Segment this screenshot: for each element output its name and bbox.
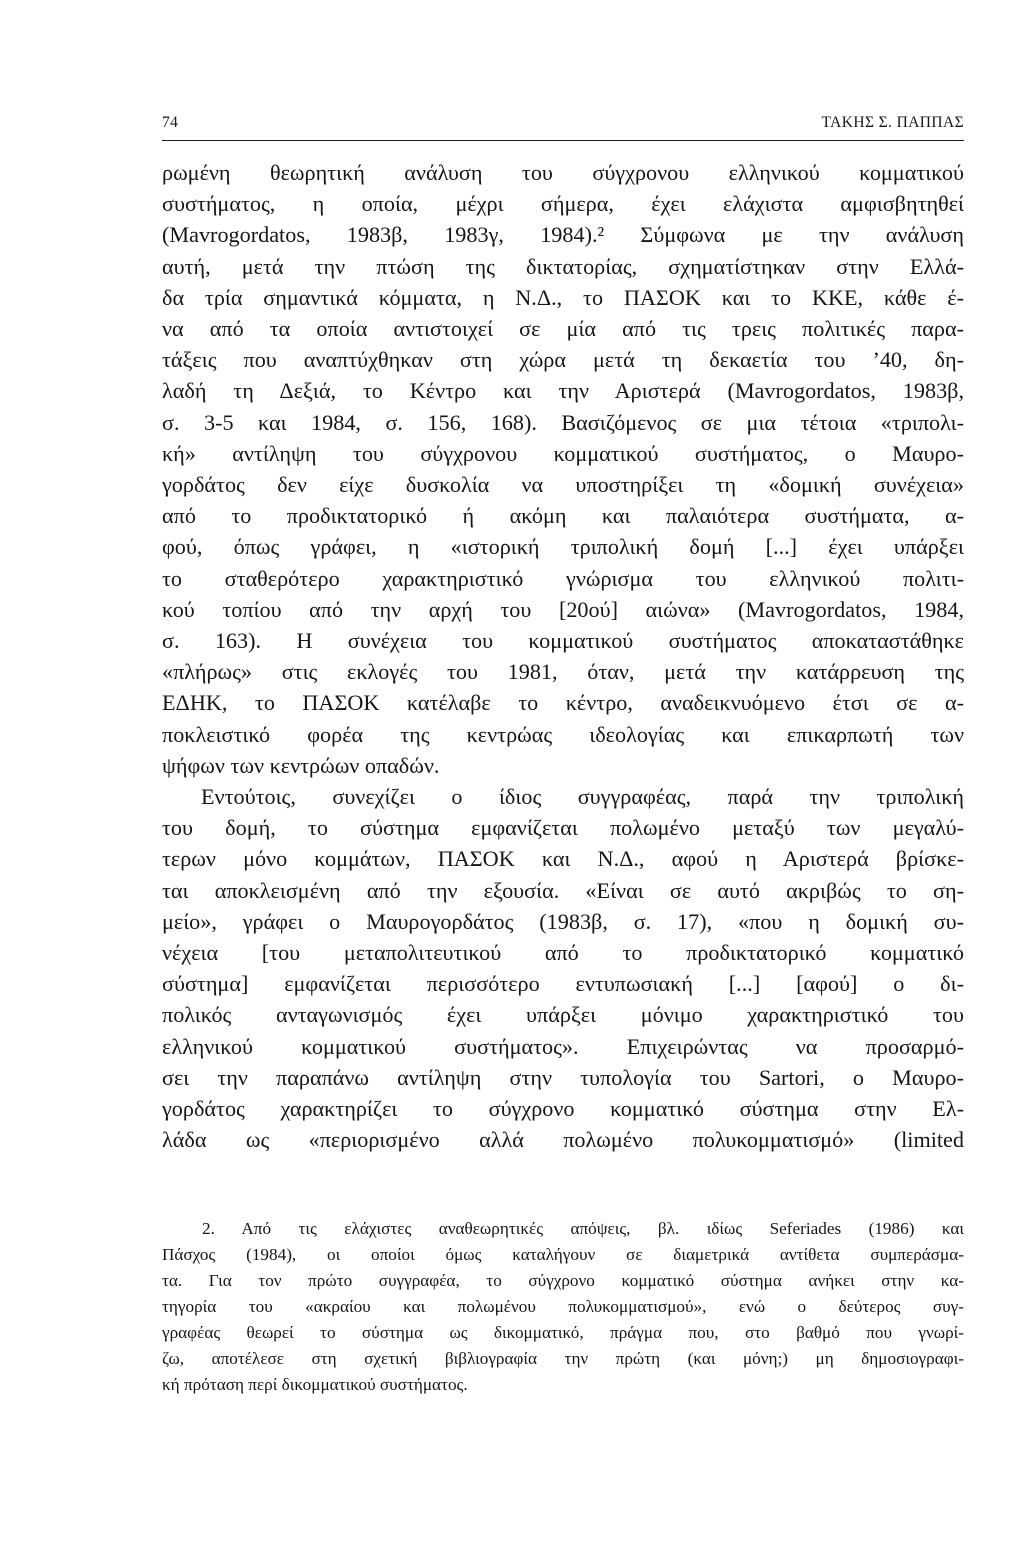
- footnote: [162, 1216, 964, 1398]
- footnote-line: γραφέας θεωρεί το σύστημα ως δικομματικό, πράγμα που, στο βαθμό που γνωρί-: [162, 1323, 964, 1342]
- footnote-line: τα. Για τον πρώτο συγγραφέα, το σύγχρονο κομματικό σύστημα ανήκει στην κα-: [162, 1271, 964, 1290]
- text-line: Εντούτοις, συνεχίζει ο ίδιος συγγραφέας, παρά την τριπολική: [201, 784, 964, 810]
- text-line: να από τα οποία αντιστοιχεί σε μία από τις τρεις πολιτικές παρα-: [162, 316, 964, 342]
- text-line: φού, όπως γράφει, η «ιστορική τριπολική δομή [...] έχει υπάρξει: [162, 534, 964, 560]
- text-line: κή» αντίληψη του σύγχρονου κομματικού συστήματος, ο Μαυρο-: [162, 440, 964, 466]
- text-line: σ. 163). Η συνέχεια του κομματικού συστήματος αποκαταστάθηκε: [162, 628, 964, 654]
- text-line: ποκλειστικό φορέα της κεντρώας ιδεολογίας και επικαρπωτή των: [162, 721, 964, 747]
- text-line: (Mavrogordatos, 1983β, 1983γ, 1984).² Σύμφωνα με την ανάλυση: [162, 222, 964, 248]
- body-text: [162, 157, 964, 1156]
- text-line: σ. 3-5 και 1984, σ. 156, 168). Βασιζόμενος σε μια τέτοια «τριπολι-: [162, 409, 964, 435]
- page-header: [162, 106, 964, 141]
- text-line: ελληνικού κομματικού συστήματος». Επιχειρώντας να προσαρμό-: [162, 1033, 964, 1059]
- text-line: του δομή, το σύστημα εμφανίζεται πολωμένο μεταξύ των μεγαλύ-: [162, 815, 964, 841]
- text-line: αυτή, μετά την πτώση της δικτατορίας, σχηματίστηκαν στην Ελλά-: [162, 253, 964, 279]
- footnote-line: τηγορία του «ακραίου και πολωμένου πολυκομματισμού», ενώ ο δεύτερος συγ-: [162, 1297, 964, 1316]
- text-line: ται αποκλεισμένη από την εξουσία. «Είναι σε αυτό ακριβώς το ση-: [162, 877, 964, 903]
- footnote-line: 2. Από τις ελάχιστες αναθεωρητικές απόψεις, βλ. ιδίως Seferiades (1986) και: [202, 1219, 964, 1238]
- text-line: γορδάτος δεν είχε δυσκολία να υποστηρίξει τη «δομική συνέχεια»: [162, 472, 964, 498]
- page-number: 74: [162, 114, 179, 131]
- text-line: ρωμένη θεωρητική ανάλυση του σύγχρονου ελληνικού κομματικού: [162, 160, 964, 185]
- running-head: ΤΑΚΗΣ Σ. ΠΑΠΠΑΣ: [821, 114, 964, 131]
- text-line: νέχεια [του μεταπολιτευτικού από το προδικτατορικό κομματικό: [162, 940, 964, 966]
- text-line: λαδή τη Δεξιά, το Κέντρο και την Αριστερά (Mavrogordatos, 1983β,: [162, 378, 964, 404]
- text-line: δα τρία σημαντικά κόμματα, η Ν.Δ., το ΠΑΣΟΚ και το ΚΚΕ, κάθε έ-: [162, 284, 964, 310]
- text-line: σύστημα] εμφανίζεται περισσότερο εντυπωσιακή [...] [αφού] ο δι-: [162, 971, 964, 997]
- text-line: από το προδικτατορικό ή ακόμη και παλαιότερα συστήματα, α-: [162, 503, 964, 529]
- text-line: γορδάτος χαρακτηρίζει το σύγχρονο κομματικό σύστημα στην Ελ-: [162, 1096, 964, 1122]
- text-line: κού τοπίου από την αρχή του [20ού] αιώνα» (Mavrogordatos, 1984,: [162, 596, 964, 622]
- text-line: τερων μόνο κομμάτων, ΠΑΣΟΚ και Ν.Δ., αφού η Αριστερά βρίσκε-: [162, 846, 964, 872]
- footnote-line: Πάσχος (1984), οι οποίοι όμως καταλήγουν σε διαμετρικά αντίθετα συμπεράσμα-: [162, 1245, 964, 1264]
- paragraph-1: [162, 157, 964, 781]
- text-line: το σταθερότερο χαρακτηριστικό γνώρισμα του ελληνικού πολιτι-: [162, 565, 964, 591]
- footnote-line: ζω, αποτέλεσε στη σχετική βιβλιογραφία την πρώτη (και μόνη;) μη δημοσιογραφι-: [162, 1349, 964, 1368]
- text-line: πολικός ανταγωνισμός έχει υπάρξει μόνιμο χαρακτηριστικό του: [162, 1002, 964, 1028]
- text-line: λάδα ως «περιορισμένο αλλά πολωμένο πολυκομματισμό» (limited: [162, 1127, 964, 1153]
- paragraph-2: [162, 781, 964, 1155]
- text-line: τάξεις που αναπτύχθηκαν στη χώρα μετά τη δεκαετία του ’40, δη-: [162, 347, 964, 373]
- text-line: σει την παραπάνω αντίληψη στην τυπολογία του Sartori, ο Μαυρο-: [162, 1064, 964, 1090]
- text-line: «πλήρως» στις εκλογές του 1981, όταν, μετά την κατάρρευση της: [162, 659, 964, 685]
- footnote-line: κή πρόταση περί δικομματικού συστήματος.: [162, 1375, 468, 1394]
- text-line: ΕΔΗΚ, το ΠΑΣΟΚ κατέλαβε το κέντρο, αναδεικνυόμενο έτσι σε α-: [162, 690, 964, 716]
- text-line: ψήφων των κεντρώων οπαδών.: [162, 752, 440, 778]
- text-line: συστήματος, η οποία, μέχρι σήμερα, έχει ελάχιστα αμφισβητηθεί: [162, 191, 964, 217]
- text-line: μείο», γράφει ο Μαυρογορδάτος (1983β, σ. 17), «που η δομική συ-: [162, 908, 964, 934]
